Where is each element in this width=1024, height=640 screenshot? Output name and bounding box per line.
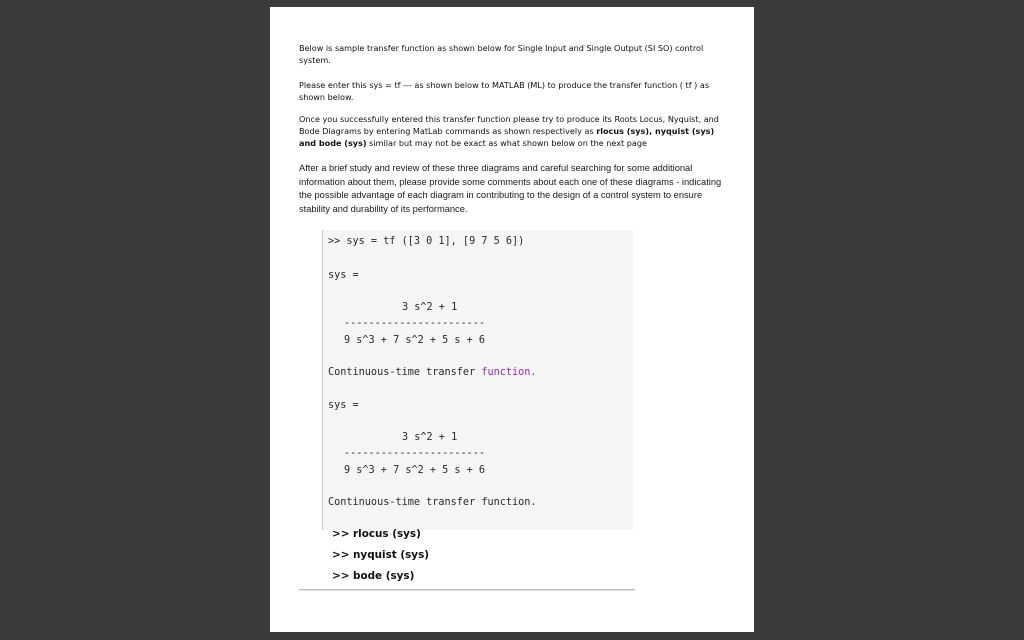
bode-command: >> bode (sys)	[332, 570, 415, 582]
transfer-numerator-1: 3 s^2 + 1	[402, 302, 458, 313]
transfer-denominator-2: 9 s^3 + 7 s^2 + 5 s + 6	[344, 465, 486, 476]
rlocus-command: >> rlocus (sys)	[332, 528, 421, 540]
fraction-divider-2: -----------------------	[344, 448, 486, 459]
function-keyword: function.	[481, 367, 537, 378]
paragraph-diagrams	[299, 113, 731, 149]
continuous-time-note-1-text: Continuous-time transfer	[328, 367, 482, 378]
continuous-time-note-2: Continuous-time transfer function.	[328, 497, 537, 508]
transfer-denominator-1: 9 s^3 + 7 s^2 + 5 s + 6	[344, 335, 486, 346]
matlab-output-screenshot	[322, 230, 633, 530]
section-divider	[299, 589, 635, 591]
nyquist-command: >> nyquist (sys)	[332, 549, 430, 561]
matlab-command-line: >> sys = tf ([3 0 1], [9 7 5 6])	[328, 236, 525, 247]
transfer-numerator-2: 3 s^2 + 1	[402, 432, 458, 443]
paragraph-assignment: After a brief study and review of these three diagrams and careful searching for some additional information about them, please provide some comments about each one of these diagrams - indicating the possible advantage of each diagram in contributing to the design of a control system to ensure stability and durability of its performance.	[299, 163, 722, 214]
paragraph-diagrams-commands: rlocus (sys), nyquist (sys) and bode (sys)	[299, 126, 715, 148]
fraction-divider-1: -----------------------	[344, 318, 486, 329]
continuous-time-note-1	[328, 367, 537, 379]
matlab-sys-assign-2: sys =	[328, 400, 359, 411]
paragraph-intro: Below is sample transfer function as shown below for Single Input and Single Output (SI SO) control system.	[299, 43, 704, 65]
document-page	[270, 7, 754, 632]
paragraph-diagrams-text: Once you successfully entered this transfer function please try to produce its Roots Locus, Nyquist, and Bode Diagrams by entering MatLab commands as shown respectively as	[299, 114, 719, 136]
matlab-sys-assign-1: sys =	[328, 270, 359, 281]
paragraph-diagrams-tail: similar but may not be exact as what shown below on the next page	[366, 138, 647, 148]
paragraph-instructions: Please enter this sys = tf --- as shown below to MATLAB (ML) to produce the transfer function ( tf ) as shown below.	[299, 80, 710, 102]
